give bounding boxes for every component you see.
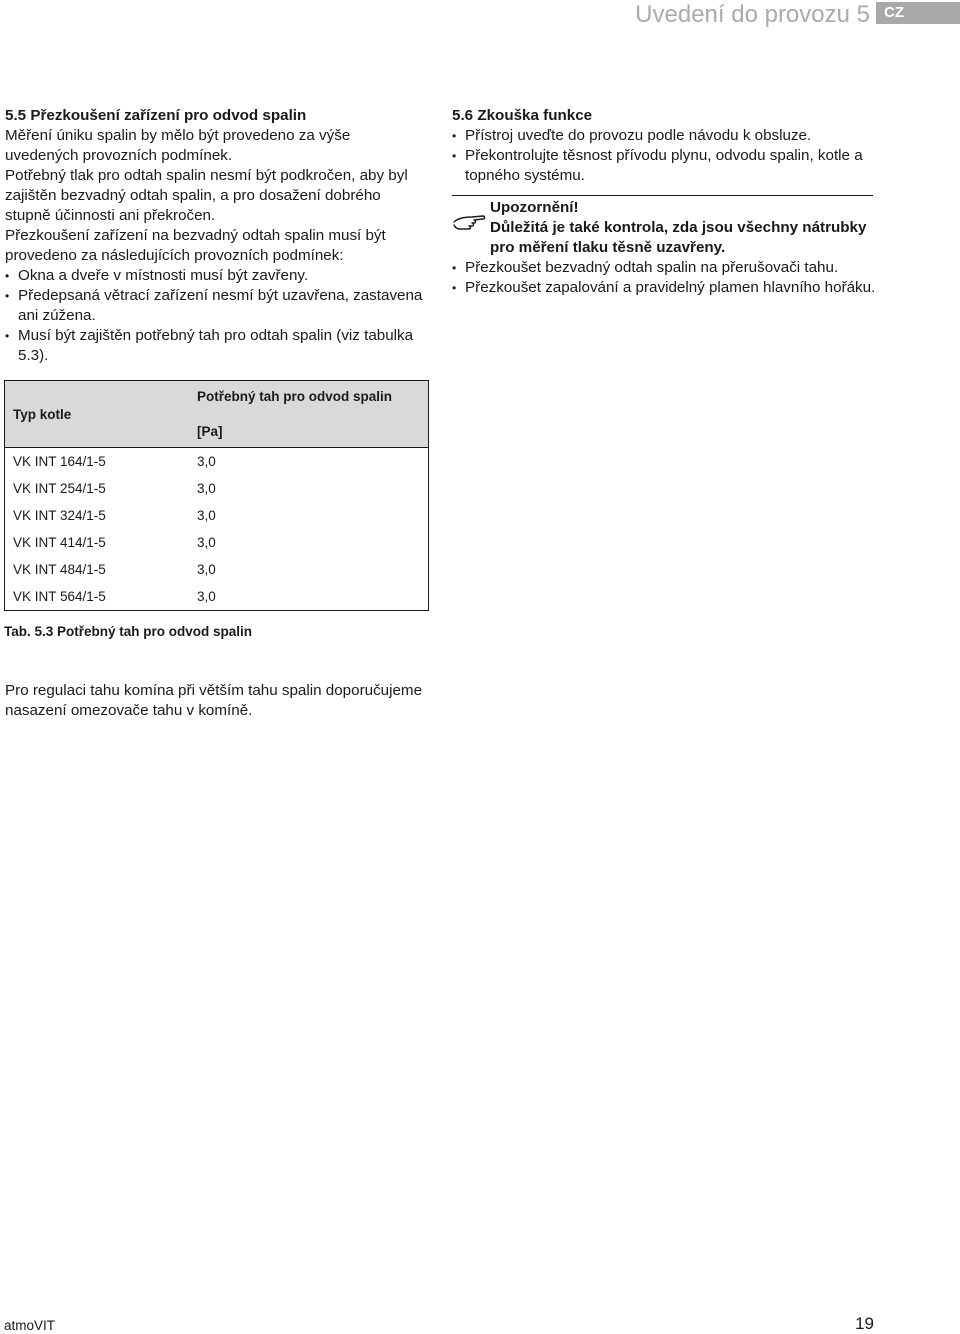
draught-value-cell: 3,0 [193,502,429,529]
draught-value-cell: 3,0 [193,475,429,502]
boiler-type-cell: VK INT 164/1-5 [5,448,194,476]
note-title: Upozornění! [490,199,579,216]
list-item: • Předepsaná větrací zařízení nesmí být uzavřena, zastavena ani zúžena. [5,286,425,326]
boiler-type-cell: VK INT 324/1-5 [5,502,194,529]
list-item: • Přístroj uveďte do provozu podle návodu k obsluze. [452,126,877,146]
draught-value-cell: 3,0 [193,529,429,556]
right-column [452,106,877,298]
left-column [5,106,425,366]
table-row [5,583,429,611]
column-header-type: Typ kotle [5,381,194,448]
list-item: • Přezkoušet bezvadný odtah spalin na přerušovači tahu. [452,258,877,278]
draught-table [4,380,429,611]
table-caption: Tab. 5.3 Potřebný tah pro odvod spalin [4,624,253,639]
section-heading-5-6: 5.6 Zkouška funkce [452,107,593,124]
section-heading-5-5: 5.5 Přezkoušení zařízení pro odvod spalin [5,107,307,124]
footer-brand: atmoVIT [4,1318,56,1333]
draught-value-cell: 3,0 [193,583,429,611]
table-row [5,529,429,556]
column-header-draught-unit: [Pa] [197,424,223,439]
paragraph-measurement: Měření úniku spalin by mělo být provedeno za výše uvedených provozních podmínek. [5,127,351,164]
list-item: • Překontrolujte těsnost přívodu plynu, odvodu spalin, kotle a topného systému. [452,146,877,186]
check-list [452,258,877,298]
table-row [5,556,429,583]
page-number: 19 [855,1314,874,1333]
list-item: • Okna a dveře v místnosti musí být zavřeny. [5,266,425,286]
boiler-type-cell: VK INT 484/1-5 [5,556,194,583]
table-header-row [5,381,429,448]
table-row [5,448,429,476]
paragraph-conditions: Přezkoušení zařízení na bezvadný odtah spalin musí být provedeno za následujících provozních podmínek: [5,227,386,264]
warning-note [452,195,873,258]
closing-paragraph: Pro regulaci tahu komína při větším tahu spalin doporučujeme nasazení omezovače tahu v komíně. [5,682,423,719]
column-header-draught-label: Potřebný tah pro odvod spalin [197,389,393,404]
conditions-list [5,266,425,366]
table-row [5,475,429,502]
boiler-type-cell: VK INT 564/1-5 [5,583,194,611]
language-badge: CZ [876,2,960,24]
note-text: Důležitá je také kontrola, zda jsou všechny nátrubky pro měření tlaku těsně uzavřeny. [490,219,867,256]
column-header-draught [193,381,429,448]
function-test-list [452,126,877,186]
draught-value-cell: 3,0 [193,448,429,476]
boiler-type-cell: VK INT 414/1-5 [5,529,194,556]
pointing-hand-icon [452,208,486,232]
paragraph-pressure: Potřebný tlak pro odtah spalin nesmí být podkročen, aby byl zajištěn bezvadný odtah spalin, a pro dosažení dobrého stupně účinnosti ani překročen. [5,167,408,224]
list-item: • Přezkoušet zapalování a pravidelný plamen hlavního hořáku. [452,278,877,298]
page-header-title: Uvedení do provozu 5 [635,1,870,28]
list-item: • Musí být zajištěn potřebný tah pro odtah spalin (viz tabulka 5.3). [5,326,425,366]
table-row [5,502,429,529]
draught-value-cell: 3,0 [193,556,429,583]
boiler-type-cell: VK INT 254/1-5 [5,475,194,502]
